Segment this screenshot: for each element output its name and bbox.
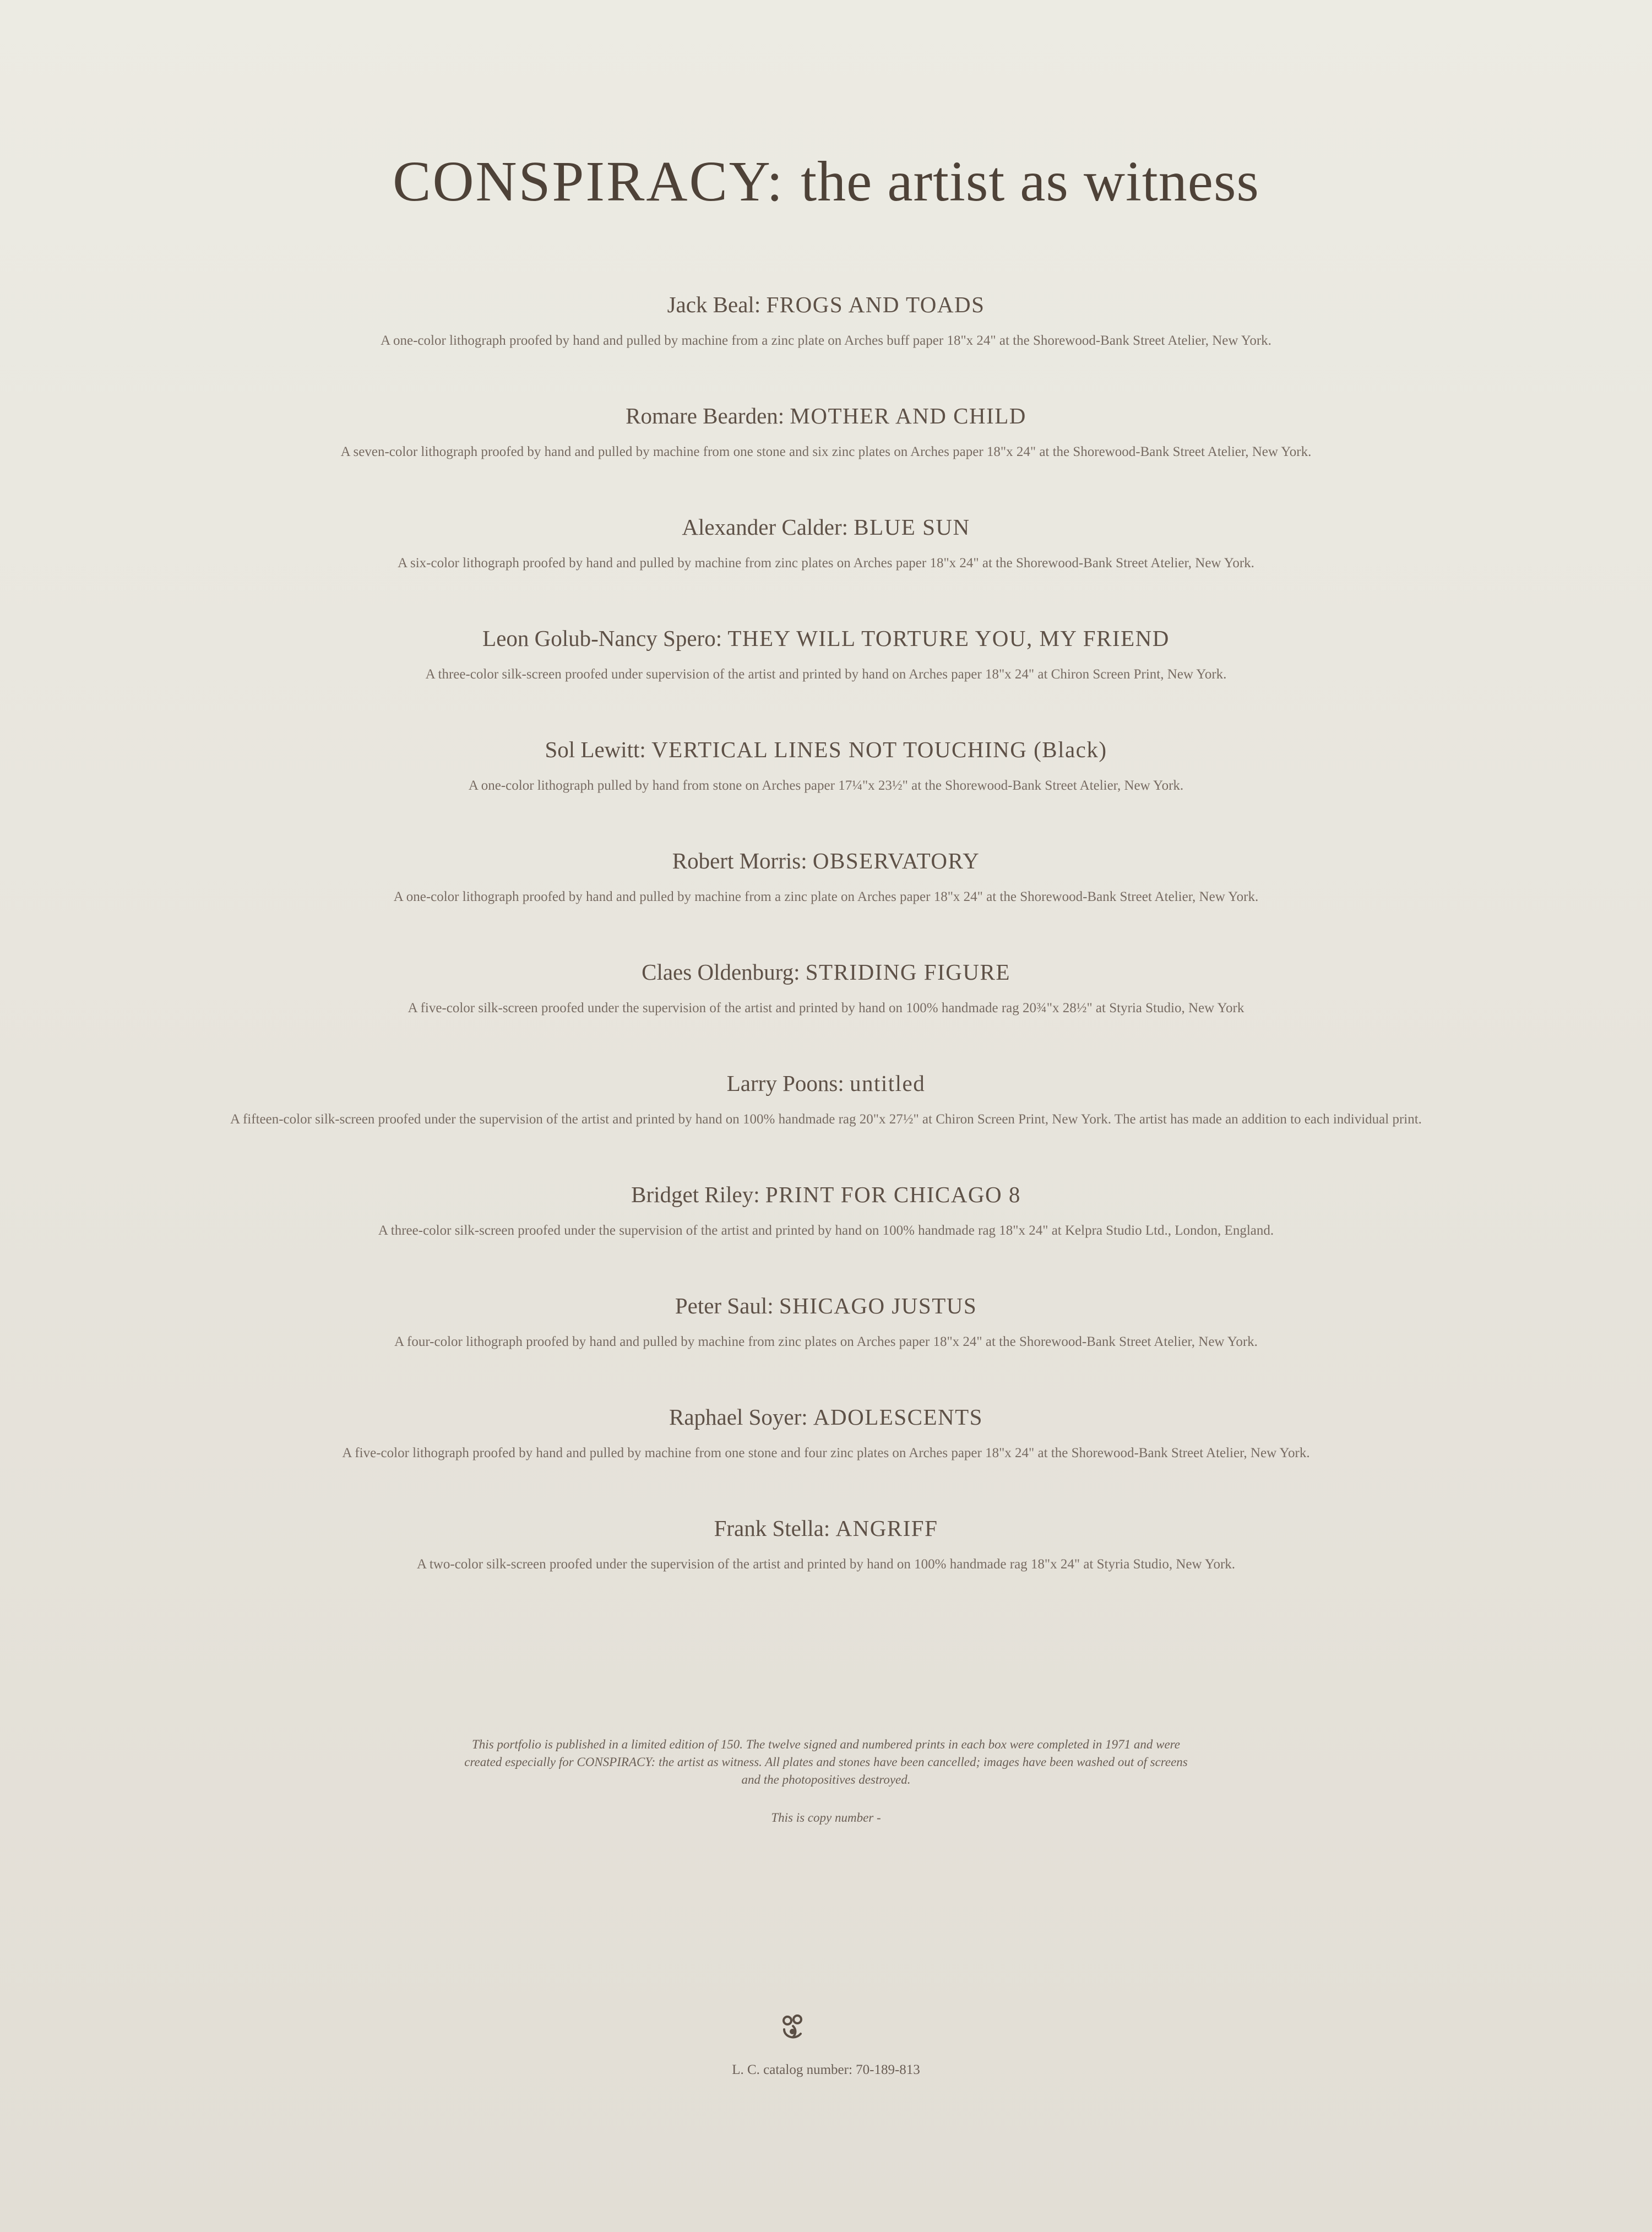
artist-name: Alexander Calder:: [682, 514, 849, 540]
print-entry: [187, 1065, 1465, 1132]
print-entry: [187, 1399, 1465, 1466]
print-heading: [187, 398, 1465, 434]
print-entry: [187, 1176, 1465, 1243]
artist-name: Romare Bearden:: [626, 403, 785, 428]
print-heading: [187, 1065, 1465, 1101]
print-description: A six-color lithograph proofed by hand and pulled by machine from zinc plates on Arches paper 18"x 24" at the Shorewood-Bank Street Atelier, New York.: [398, 556, 1254, 571]
print-heading: [187, 509, 1465, 545]
work-title: MOTHER AND CHILD: [790, 403, 1026, 428]
work-title: STRIDING FIGURE: [805, 959, 1010, 985]
work-title: THEY WILL TORTURE YOU, MY FRIEND: [727, 626, 1170, 651]
print-heading: [187, 843, 1465, 879]
work-title: ANGRIFF: [835, 1516, 938, 1541]
print-heading: [187, 1288, 1465, 1324]
print-description: A two-color silk-screen proofed under the supervision of the artist and printed by hand on 100% handmade rag 18"x 24" at Styria Studio, New York.: [416, 1557, 1236, 1572]
print-entry: [187, 286, 1465, 354]
print-description: A five-color silk-screen proofed under the supervision of the artist and printed by hand on 100% handmade rag 20¾"x 28½" at Styria Studio, New York: [407, 1001, 1245, 1015]
print-entry: [187, 1288, 1465, 1355]
print-description: A one-color lithograph proofed by hand and pulled by machine from a zinc plate on Arches paper 18"x 24" at the Shorewood-Bank Street Atelier, New York.: [393, 889, 1259, 904]
print-entry: [187, 509, 1465, 576]
artist-name: Sol Lewitt:: [545, 737, 646, 762]
print-entry: [187, 1510, 1465, 1577]
artist-name: Raphael Soyer:: [669, 1404, 808, 1430]
artist-name: Leon Golub-Nancy Spero:: [482, 626, 722, 651]
print-description: A three-color silk-screen proofed under supervision of the artist and printed by hand on Arches paper 18"x 24" at Chiron Screen Print, New York.: [425, 667, 1227, 682]
work-title: OBSERVATORY: [812, 848, 980, 873]
title-subtitle: the artist as witness: [801, 150, 1259, 213]
print-description: A five-color lithograph proofed by hand and pulled by machine from one stone and four zinc plates on Arches paper 18"x 24" at the Shorewood-Bank Street Atelier, New York.: [342, 1446, 1310, 1460]
work-title: VERTICAL LINES NOT TOUCHING (Black): [651, 737, 1107, 762]
print-heading: [187, 1399, 1465, 1435]
print-heading: [187, 1176, 1465, 1213]
colophon-text: This portfolio is published in a limited edition of 150. The twelve signed and numbered prints in each box were completed in 1971 and were created especially for CONSPIRACY: the artist as witness. All plates and stones have been cancelled; images have been washed out of screens and the photopositives destroyed.: [464, 1737, 1188, 1786]
catalog-number: L. C. catalog number: 70-189-813: [732, 2062, 920, 2077]
print-description: A four-color lithograph proofed by hand and pulled by machine from zinc plates on Arches paper 18"x 24" at the Shorewood-Bank Street Atelier, New York.: [394, 1334, 1258, 1349]
print-description: A fifteen-color silk-screen proofed under the supervision of the artist and printed by hand on 100% handmade rag 20"x 27½" at Chiron Screen Print, New York. The artist has made an addition to each individual print.: [230, 1112, 1422, 1127]
print-description: A three-color silk-screen proofed under the supervision of the artist and printed by hand on 100% handmade rag 18"x 24" at Kelpra Studio Ltd., London, England.: [378, 1223, 1274, 1238]
artist-name: Frank Stella:: [714, 1516, 830, 1541]
print-heading: [187, 1510, 1465, 1546]
artist-name: Bridget Riley:: [631, 1182, 760, 1207]
title-main: CONSPIRACY:: [393, 150, 785, 213]
print-heading: [187, 731, 1465, 768]
print-entry: [187, 954, 1465, 1021]
page-title: [0, 149, 1652, 214]
work-title: BLUE SUN: [854, 514, 970, 540]
artist-name: Robert Morris:: [672, 848, 807, 873]
artist-name: Peter Saul:: [675, 1293, 774, 1318]
print-description: A one-color lithograph pulled by hand from stone on Arches paper 17¼"x 23½" at the Shorewood-Bank Street Atelier, New York.: [468, 778, 1184, 793]
print-entry: [187, 620, 1465, 687]
print-entry: [187, 843, 1465, 910]
artist-name: Jack Beal:: [667, 292, 761, 317]
print-heading: [187, 286, 1465, 323]
work-title: untitled: [849, 1071, 926, 1096]
artist-name: Claes Oldenburg:: [642, 959, 800, 985]
publisher-mark-icon: [776, 2013, 809, 2044]
print-heading: [187, 954, 1465, 990]
print-entry: [187, 398, 1465, 465]
print-description: A seven-color lithograph proofed by hand and pulled by machine from one stone and six zinc plates on Arches paper 18"x 24" at the Shorewood-Bank Street Atelier, New York.: [340, 444, 1312, 459]
work-title: PRINT FOR CHICAGO 8: [765, 1182, 1021, 1207]
copy-number: This is copy number -: [771, 1811, 881, 1824]
work-title: SHICAGO JUSTUS: [779, 1293, 977, 1318]
print-entry: [187, 731, 1465, 799]
artist-name: Larry Poons:: [726, 1071, 844, 1096]
print-description: A one-color lithograph proofed by hand and pulled by machine from a zinc plate on Arches buff paper 18"x 24" at the Shorewood-Bank Street Atelier, New York.: [381, 333, 1271, 348]
work-title: ADOLESCENTS: [813, 1404, 983, 1430]
work-title: FROGS AND TOADS: [766, 292, 985, 317]
print-heading: [187, 620, 1465, 656]
print-list: [187, 286, 1465, 1621]
